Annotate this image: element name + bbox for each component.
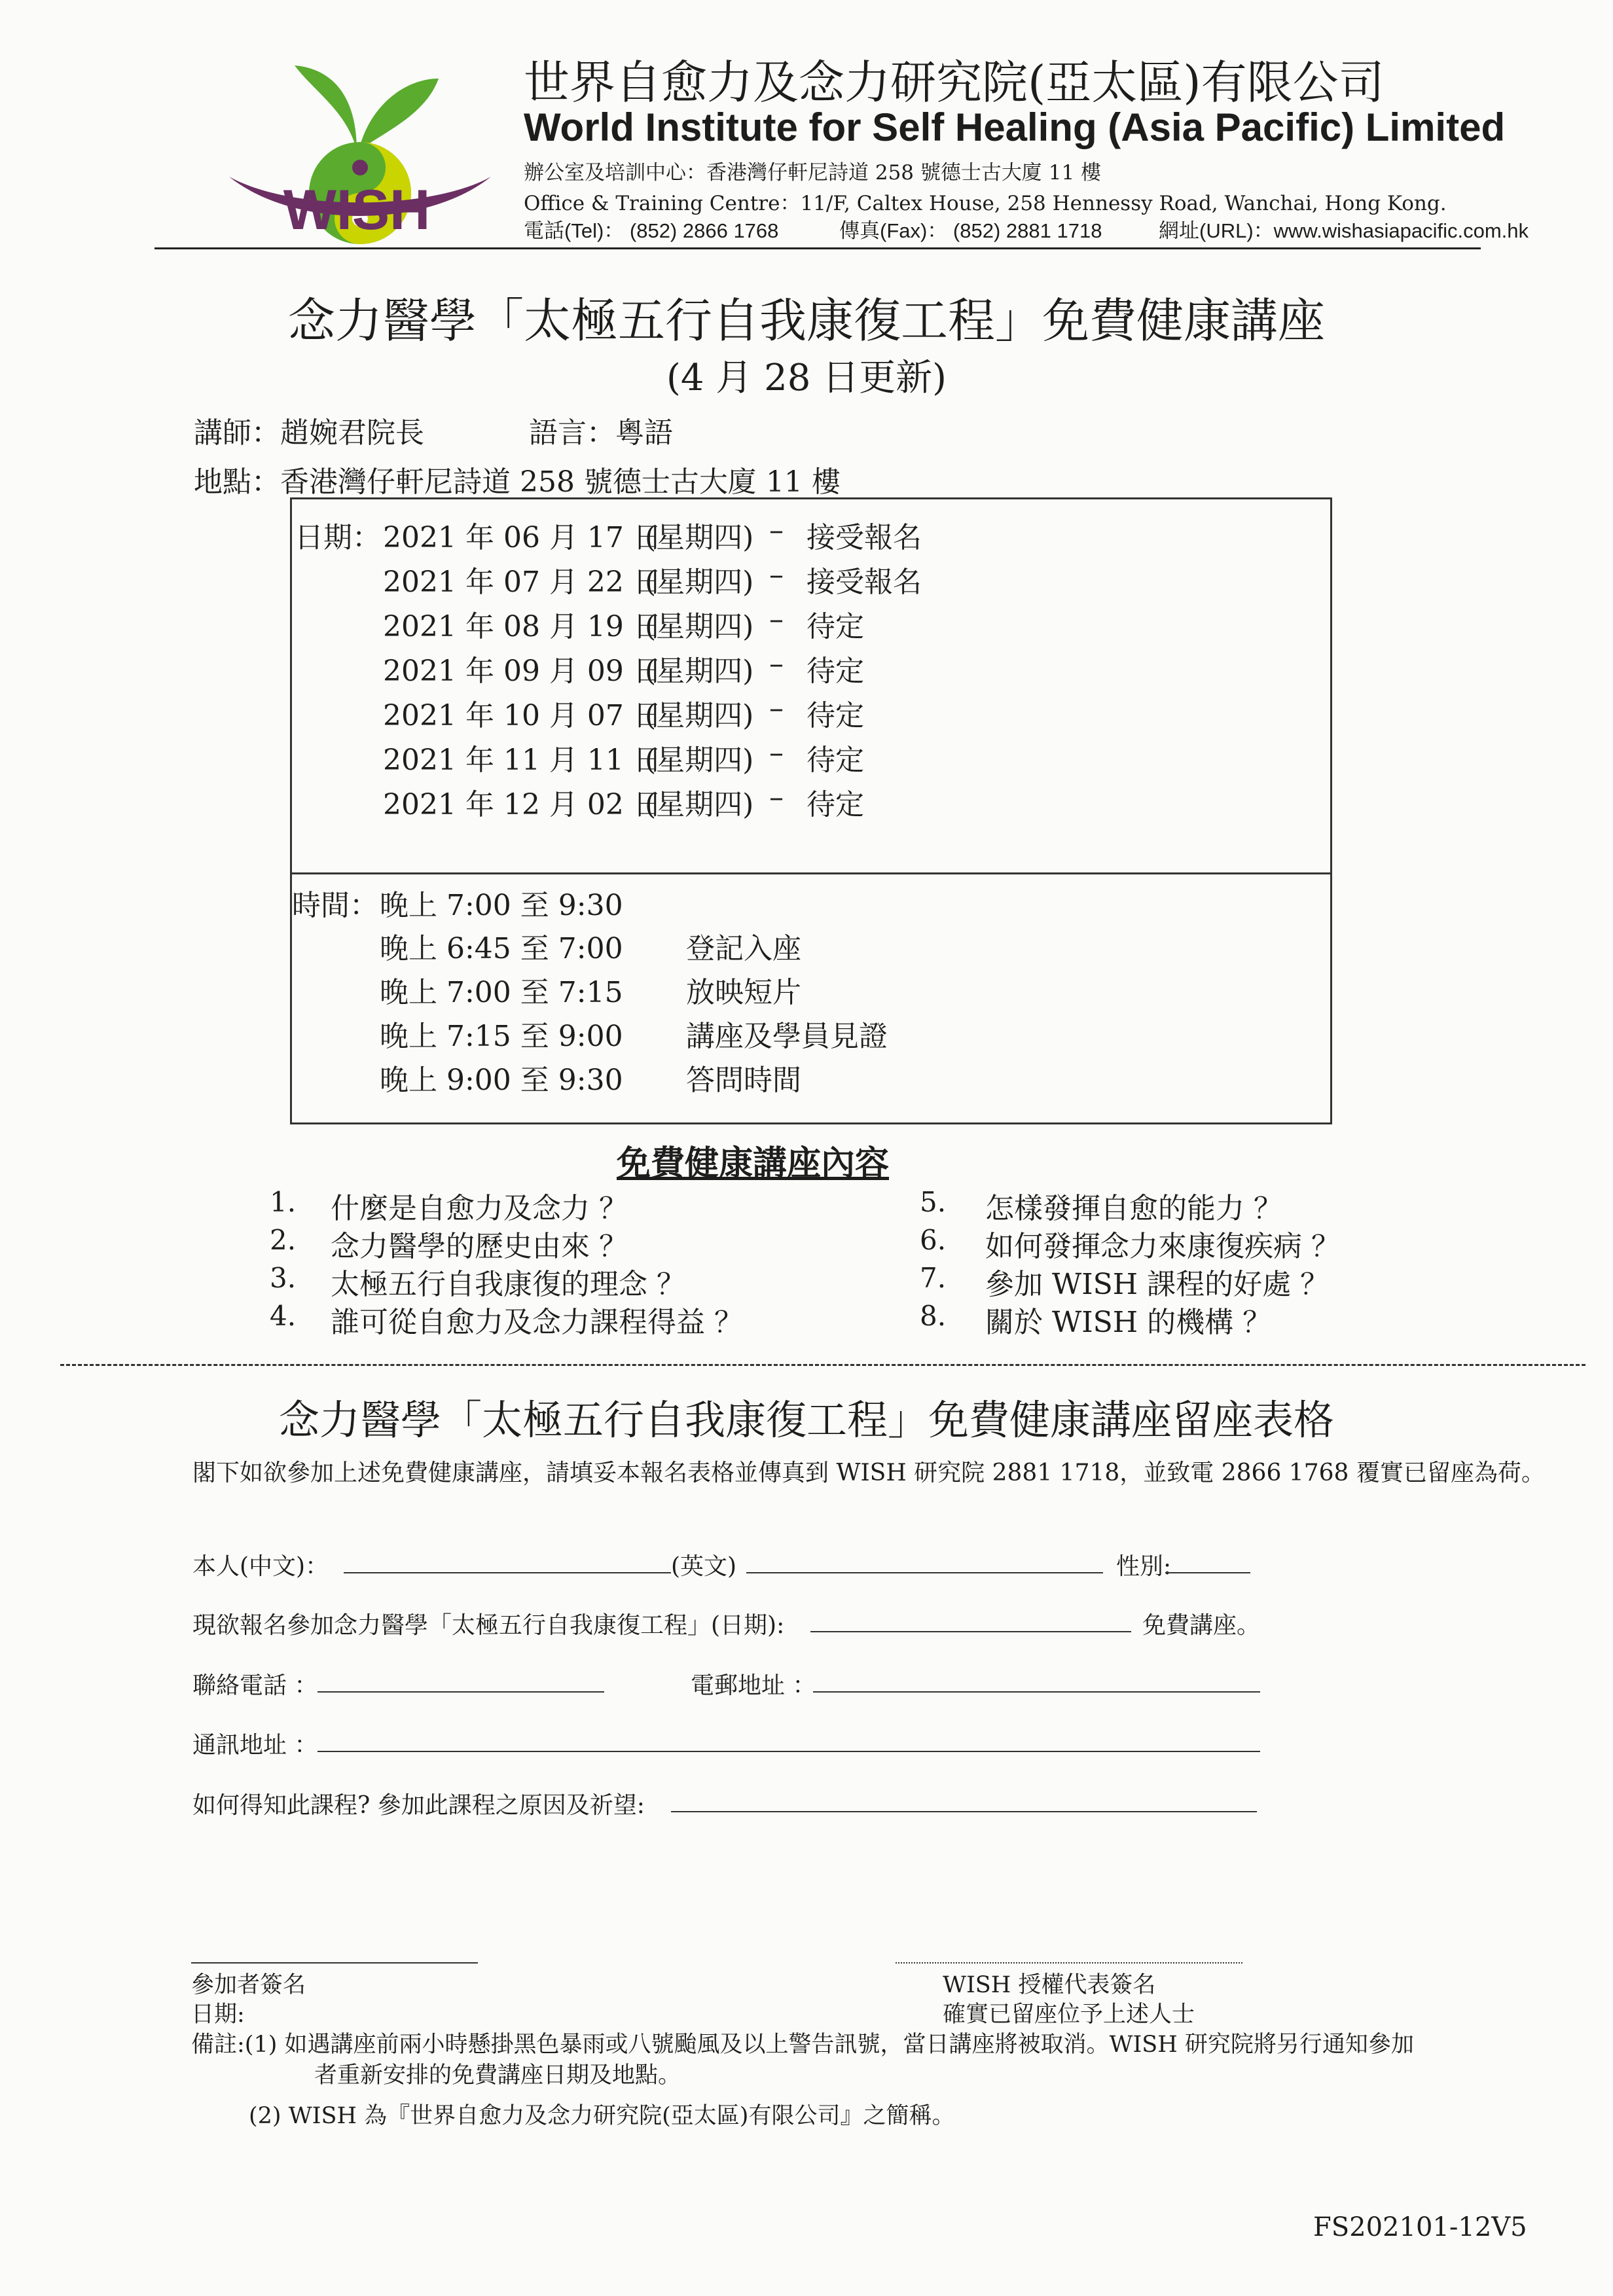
time-row-2-range: 晚上 7:00 至 7:15 bbox=[380, 976, 623, 1009]
date-row-4-weekday: (星期四) bbox=[645, 655, 754, 688]
date-row-3-status: 待定 bbox=[806, 610, 864, 643]
content-item-4-num: 4. bbox=[270, 1300, 297, 1332]
mail-address-field[interactable] bbox=[317, 1751, 1260, 1752]
address-cn: 辦公室及培訓中心：香港灣仔軒尼詩道 258 號德士古大廈 11 樓 bbox=[524, 161, 1102, 185]
form-code: FS202101-12V5 bbox=[1313, 2212, 1527, 2242]
phone-field[interactable] bbox=[317, 1691, 604, 1693]
mail-address-label: 通訊地址 ： bbox=[192, 1732, 318, 1759]
date-row-5-weekday: (星期四) bbox=[645, 699, 754, 732]
date-row-7-status: 待定 bbox=[806, 788, 864, 821]
cut-line bbox=[60, 1364, 1586, 1366]
how-field[interactable] bbox=[671, 1811, 1257, 1812]
content-item-3-num: 3. bbox=[270, 1262, 297, 1294]
date-row-4-date: 2021 年 09 月 09 日 bbox=[383, 655, 662, 688]
date-row-3-dash: – bbox=[769, 603, 784, 636]
email-field[interactable] bbox=[813, 1691, 1260, 1693]
content-item-8-num: 8. bbox=[920, 1300, 947, 1332]
content-item-6: 如何發揮念力來康復疾病 ？ bbox=[985, 1230, 1340, 1263]
date-row-4-dash: – bbox=[769, 647, 784, 681]
wish-confirm-label: 確實已留座位予上述人士 bbox=[943, 2001, 1195, 2028]
date-row-7-weekday: (星期四) bbox=[645, 788, 754, 821]
phone-label: 聯絡電話 ： bbox=[192, 1672, 318, 1699]
logo-text: WISH bbox=[283, 179, 431, 242]
content-item-2: 念力醫學的歷史由來 ？ bbox=[331, 1230, 628, 1263]
venue: 地點：香港灣仔軒尼詩道 258 號德士古大廈 11 樓 bbox=[194, 465, 841, 499]
org-name-en: World Institute for Self Healing (Asia Pacific) Limited bbox=[524, 105, 1506, 149]
name-en-field[interactable] bbox=[746, 1572, 1103, 1573]
content-item-1-num: 1. bbox=[270, 1186, 297, 1218]
address-en: Office & Training Centre：11/F, Caltex House, 258 Hennessy Road, Wanchai, Hong Kong. bbox=[524, 192, 1447, 215]
url: 網址(URL)：www.wishasiapacific.com.hk bbox=[1159, 219, 1529, 242]
date-row-6-status: 待定 bbox=[806, 744, 864, 777]
content-item-7: 參加 WISH 課程的好處 ？ bbox=[985, 1268, 1330, 1301]
email-label: 電郵地址 ： bbox=[691, 1672, 816, 1699]
name-cn-field[interactable] bbox=[344, 1572, 671, 1573]
content-heading: 免費健康講座內容 bbox=[616, 1143, 889, 1183]
time-row-4-item: 答問時間 bbox=[686, 1064, 801, 1097]
enrol-date-field[interactable] bbox=[810, 1631, 1131, 1632]
date-row-3-weekday: (星期四) bbox=[645, 610, 754, 643]
content-item-5-num: 5. bbox=[920, 1186, 947, 1218]
time-row-1-item: 登記入座 bbox=[686, 932, 801, 965]
schedule-divider bbox=[290, 872, 1332, 874]
date-label: 日期： bbox=[295, 521, 381, 554]
content-item-3: 太極五行自我康復的理念 ？ bbox=[331, 1268, 685, 1301]
time-row-3-range: 晚上 7:15 至 9:00 bbox=[380, 1020, 623, 1053]
participant-signature-label: 參加者簽名 bbox=[191, 1972, 306, 1998]
updated-note: (4 月 28 日更新) bbox=[666, 357, 947, 399]
date-row-2-status: 接受報名 bbox=[806, 565, 922, 599]
content-item-6-num: 6. bbox=[920, 1224, 947, 1256]
signature-date-label: 日期: bbox=[191, 2001, 245, 2028]
content-item-5: 怎樣發揮自愈的能力 ？ bbox=[985, 1192, 1282, 1225]
lecturer: 講師：趙婉君院長 bbox=[194, 416, 424, 450]
date-row-5-dash: – bbox=[769, 692, 784, 725]
page-title: 念力醫學「太極五行自我康復工程」免費健康講座 bbox=[287, 293, 1325, 348]
fax: 傳真(Fax)： (852) 2881 1718 bbox=[839, 219, 1102, 242]
date-row-3-date: 2021 年 08 月 19 日 bbox=[383, 610, 662, 643]
time-row-4-range: 晚上 9:00 至 9:30 bbox=[380, 1064, 623, 1097]
wish-logo bbox=[216, 52, 498, 249]
date-row-5-date: 2021 年 10 月 07 日 bbox=[383, 699, 662, 732]
date-row-1-status: 接受報名 bbox=[806, 521, 922, 554]
date-row-6-weekday: (星期四) bbox=[645, 744, 754, 777]
date-row-7-dash: – bbox=[769, 781, 784, 814]
date-row-1-weekday: (星期四) bbox=[645, 521, 754, 554]
header-divider bbox=[154, 247, 1481, 249]
note-1-cont: 者重新安排的免費講座日期及地點。 bbox=[314, 2062, 681, 2089]
date-row-4-status: 待定 bbox=[806, 655, 864, 688]
form-title: 念力醫學「太極五行自我康復工程」免費健康講座留座表格 bbox=[278, 1396, 1334, 1444]
enrol-label: 現欲報名參加念力醫學「太極五行自我康復工程」(日期): bbox=[192, 1612, 785, 1639]
date-row-6-date: 2021 年 11 月 11 日 bbox=[383, 744, 662, 777]
language: 語言：粵語 bbox=[529, 416, 673, 450]
time-row-1-range: 晚上 6:45 至 7:00 bbox=[380, 932, 623, 965]
date-row-2-weekday: (星期四) bbox=[645, 565, 754, 599]
date-row-6-dash: – bbox=[769, 736, 784, 770]
date-row-1-date: 2021 年 06 月 17 日 bbox=[383, 521, 662, 554]
content-item-4: 誰可從自愈力及念力課程得益 ？ bbox=[331, 1306, 743, 1339]
wish-signature-label: WISH 授權代表簽名 bbox=[943, 1972, 1156, 1998]
content-item-2-num: 2. bbox=[270, 1224, 297, 1256]
gender-field[interactable] bbox=[1165, 1572, 1250, 1573]
tel: 電話(Tel)： (852) 2866 1768 bbox=[524, 219, 779, 242]
time-label: 時間： bbox=[292, 889, 378, 922]
note-1: 備註:(1) 如遇講座前兩小時懸掛黑色暴雨或八號颱風及以上警告訊號，當日講座將被取消。WISH 研究院將另行通知參加 bbox=[191, 2032, 1414, 2058]
date-row-7-date: 2021 年 12 月 02 日 bbox=[383, 788, 662, 821]
org-name-cn: 世界自愈力及念力研究院(亞太區)有限公司 bbox=[524, 56, 1385, 109]
form-instructions: 閣下如欲參加上述免費健康講座，請填妥本報名表格並傳真到 WISH 研究院 2881 1718，並致電 2866 1768 覆實已留座為荷。 bbox=[192, 1460, 1545, 1486]
content-item-1: 什麼是自愈力及念力 ？ bbox=[331, 1192, 628, 1225]
time-main: 晚上 7:00 至 9:30 bbox=[380, 889, 623, 922]
wish-signature-line[interactable] bbox=[896, 1962, 1242, 1964]
participant-signature-line[interactable] bbox=[191, 1962, 478, 1964]
content-item-7-num: 7. bbox=[920, 1262, 947, 1294]
date-row-2-date: 2021 年 07 月 22 日 bbox=[383, 565, 662, 599]
time-row-3-item: 講座及學員見證 bbox=[686, 1020, 888, 1053]
how-label: 如何得知此課程? 參加此課程之原因及祈望: bbox=[192, 1792, 645, 1819]
date-row-1-dash: – bbox=[769, 514, 784, 547]
note-2: (2) WISH 為『世界自愈力及念力研究院(亞太區)有限公司』之簡稱。 bbox=[249, 2103, 955, 2129]
date-row-2-dash: – bbox=[769, 558, 784, 592]
name-en-label: (英文) bbox=[671, 1553, 737, 1580]
enrol-suffix: 免費講座。 bbox=[1142, 1612, 1261, 1639]
date-row-5-status: 待定 bbox=[806, 699, 864, 732]
gender-label: 性別: bbox=[1116, 1553, 1172, 1580]
content-item-8: 關於 WISH 的機構 ？ bbox=[985, 1306, 1272, 1339]
time-row-2-item: 放映短片 bbox=[686, 976, 801, 1009]
name-cn-label: 本人(中文)： bbox=[192, 1553, 329, 1580]
